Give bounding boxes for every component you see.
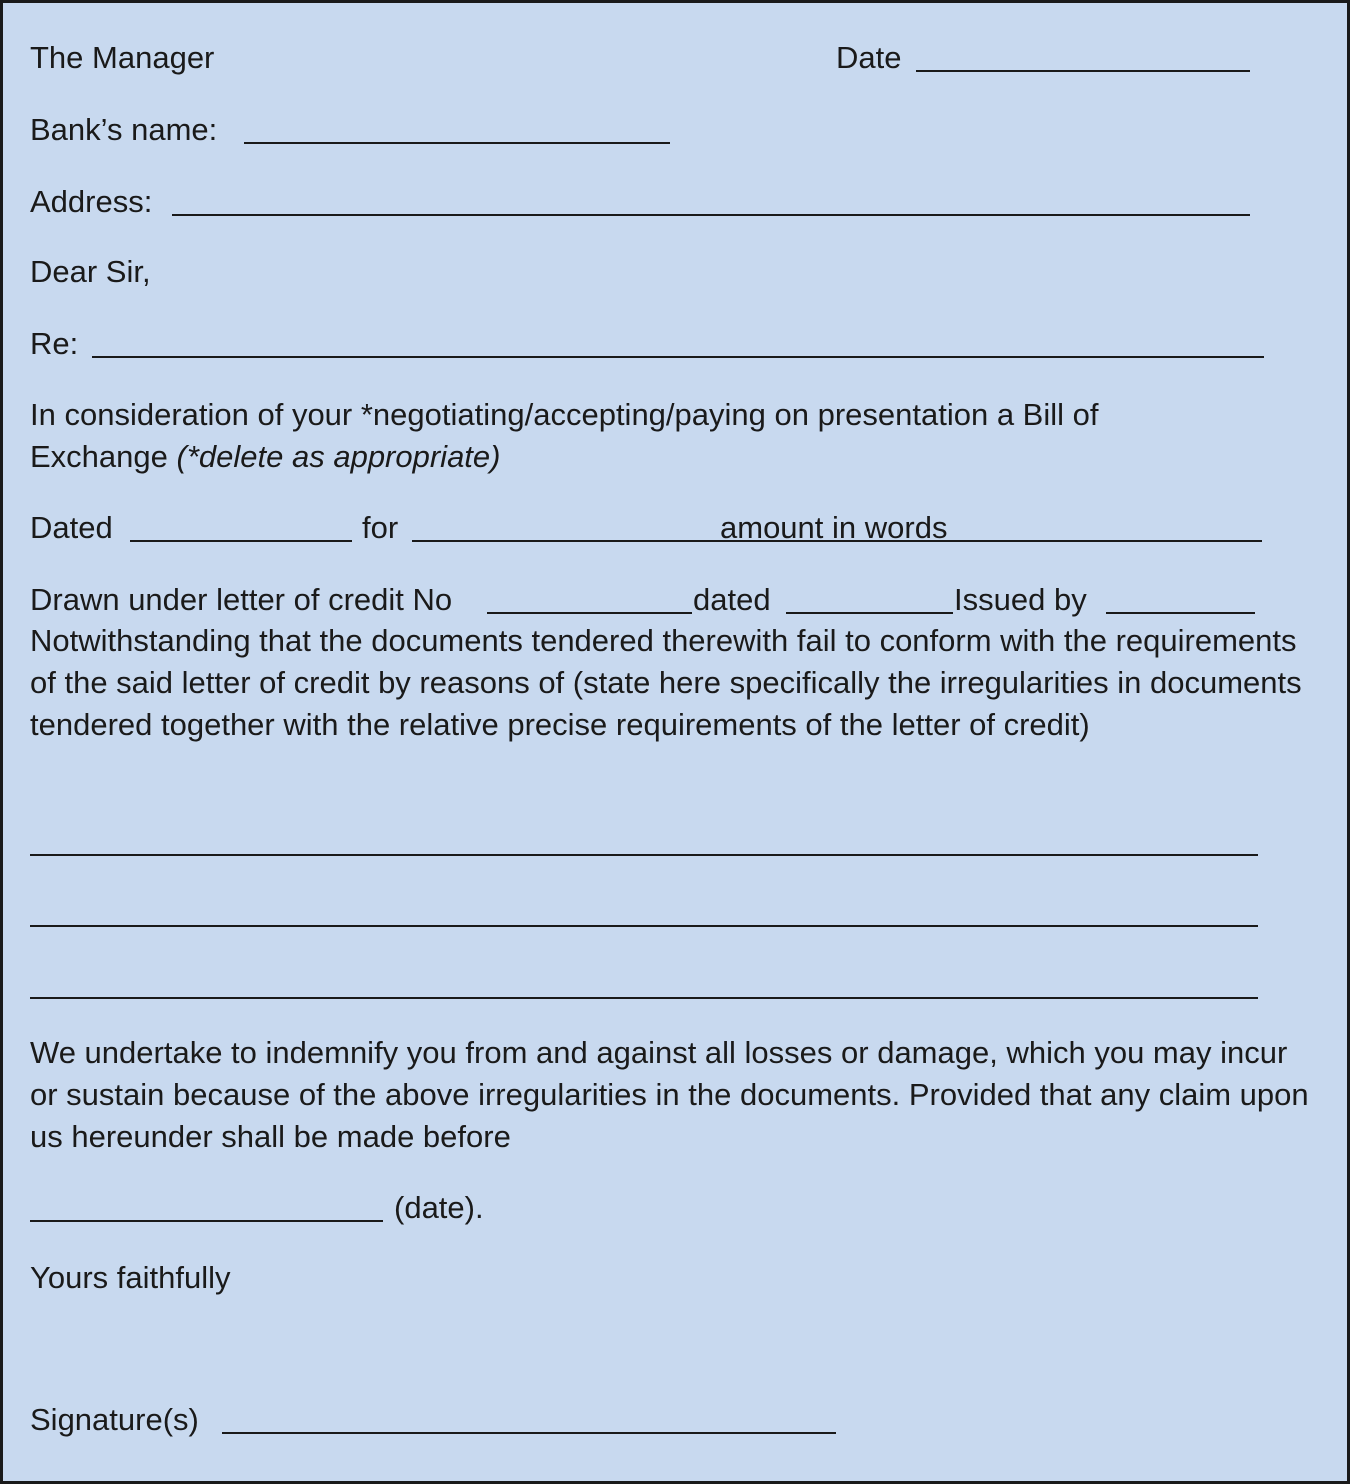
bill-date-field[interactable] bbox=[130, 540, 352, 542]
drawn-label: Drawn under letter of credit No bbox=[30, 582, 453, 617]
irregularities-line-2[interactable] bbox=[30, 925, 1258, 927]
consideration-text: In consideration of your *negotiating/accepting/paying on presentation a Bill of Exchange bbox=[30, 397, 1099, 474]
closing: Yours faithfully bbox=[30, 1260, 231, 1295]
consideration-note: (*delete as appropriate) bbox=[176, 439, 501, 474]
date-label: Date bbox=[836, 40, 902, 75]
lc-number-field[interactable] bbox=[487, 612, 692, 614]
irregularities-line-1[interactable] bbox=[30, 854, 1258, 856]
bank-name-label: Bank’s name: bbox=[30, 112, 218, 147]
notwithstanding-paragraph: Notwithstanding that the documents tendered therewith fail to conform with the requirements of the said letter of credit by reasons of (state here specifically the irregularities in documents tendered together with the relative precise requirements of the letter of credit) bbox=[30, 623, 1302, 742]
lc-dated-label: dated bbox=[693, 582, 771, 617]
issued-by-label: Issued by bbox=[954, 582, 1087, 617]
date-field[interactable] bbox=[916, 70, 1250, 72]
signature-label: Signature(s) bbox=[30, 1402, 199, 1437]
re-label: Re: bbox=[30, 326, 79, 361]
issued-by-field[interactable] bbox=[1106, 612, 1255, 614]
address-field[interactable] bbox=[172, 214, 1250, 216]
dated-label: Dated bbox=[30, 510, 113, 545]
addressee: The Manager bbox=[30, 40, 215, 75]
undertaking-paragraph: We undertake to indemnify you from and against all losses or damage, which you may incur or sustain because of the above irregularities in the documents. Provided that any claim upon us hereunder shall be made before bbox=[30, 1035, 1309, 1154]
lc-date-field[interactable] bbox=[786, 612, 953, 614]
re-field[interactable] bbox=[92, 356, 1264, 358]
address-label: Address: bbox=[30, 184, 153, 219]
consideration-paragraph bbox=[30, 394, 1210, 478]
salutation: Dear Sir, bbox=[30, 254, 151, 289]
signature-field[interactable] bbox=[222, 1432, 836, 1434]
date-suffix: (date). bbox=[394, 1190, 484, 1225]
amount-hint: amount in words bbox=[720, 510, 948, 545]
bank-name-field[interactable] bbox=[244, 142, 670, 144]
for-label: for bbox=[362, 510, 399, 545]
irregularities-line-3[interactable] bbox=[30, 997, 1258, 999]
claim-date-field[interactable] bbox=[30, 1220, 383, 1222]
